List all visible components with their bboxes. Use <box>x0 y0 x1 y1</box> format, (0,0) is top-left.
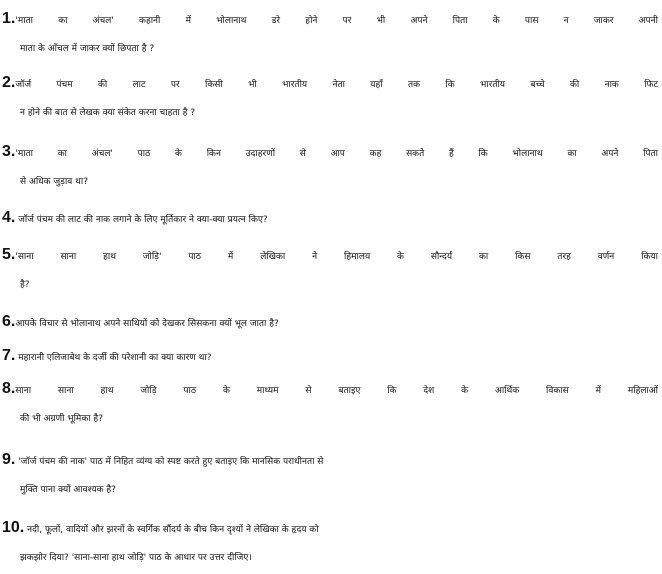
question-number: 3. <box>2 143 16 160</box>
question-8 <box>2 373 658 435</box>
question-1 <box>2 3 658 65</box>
question-number: 9. <box>2 451 16 468</box>
question-2 <box>2 67 658 129</box>
question-text-line-2: न होने की बात से लेखक क्या संकेत करना चाहता है ? <box>20 108 196 118</box>
question-text-line-1: 'जॉर्ज पंचम की नाक' पाठ में निहित व्यंग्य को स्पष्ट करते हुए बताइए कि मानसिक पराधीनता से <box>15 457 324 467</box>
question-number: 6. <box>2 313 16 330</box>
question-text-line-2: झकझोर दिया? 'साना-साना हाथ जोड़ि' पाठ के आधार पर उत्तर दीजिए। <box>20 553 252 563</box>
question-text-line-1: 'माता का अंचल' पाठ के किन उदाहरणों से आप कह सकते हैं कि भोलानाथ का अपने पिता <box>15 149 658 159</box>
question-text-line-2: माता के आँचल में जाकर क्यों छिपता है ? <box>20 44 155 54</box>
question-number: 2. <box>2 74 16 91</box>
question-text-line-1: नदी, फूलों, वादियों और झरनों के स्वर्गिक सौंदर्य के बीच किन दृश्यों ने लेखिका के हृदय को <box>24 525 319 535</box>
question-6 <box>2 306 658 337</box>
question-number: 7. <box>2 347 16 364</box>
question-text-line-1: जॉर्ज पंचम की लाट की नाक लगाने के लिए मूर्तिकार ने क्या-क्या प्रयत्न किए? <box>15 215 268 225</box>
question-text-line-2: की भी अग्रणी भूमिका है? <box>20 414 103 424</box>
question-text-line-1: साना साना हाथ जोड़ि पाठ के माध्यम से बताइए कि देश के आर्थिक विकास में महिलाओं <box>15 386 658 396</box>
question-text-line-2: मुक्ति पाना क्यों आवश्यक है? <box>20 485 116 495</box>
question-number: 5. <box>2 246 16 263</box>
question-text-line-2: से अधिक जुड़ाव था? <box>20 177 89 187</box>
question-number: 1. <box>2 10 16 27</box>
question-text-line-1: महारानी एलिजाबेथ के दर्जी की परेशानी का क्या कारण था? <box>15 353 212 363</box>
question-5 <box>2 239 658 301</box>
question-3 <box>2 136 658 198</box>
question-text-line-1: 'माता का अंचल' कहानी में भोलानाथ डरे होने पर भी अपने पिता के पास न जाकर अपनी <box>15 16 658 26</box>
question-7 <box>2 340 658 371</box>
question-number: 10. <box>2 519 25 536</box>
question-number: 8. <box>2 380 16 397</box>
question-text-line-1: आपके विचार से भोलानाथ अपने साथियों को देखकर सिसकना क्यों भूल जाता है? <box>15 319 279 329</box>
question-4 <box>2 202 658 233</box>
question-9 <box>2 444 658 506</box>
question-number: 4. <box>2 209 16 226</box>
question-text-line-1: जॉर्ज पंचम की लाट पर किसी भी भारतीय नेता यहाँ तक कि भारतीय बच्चे की नाक फिट <box>15 80 658 90</box>
question-text-line-2: है? <box>20 280 30 290</box>
question-10 <box>2 512 658 574</box>
question-text-line-1: 'साना साना हाथ जोड़ि' पाठ में लेखिका ने हिमालय के सौन्दर्य का किस तरह वर्णन किया <box>15 252 658 262</box>
